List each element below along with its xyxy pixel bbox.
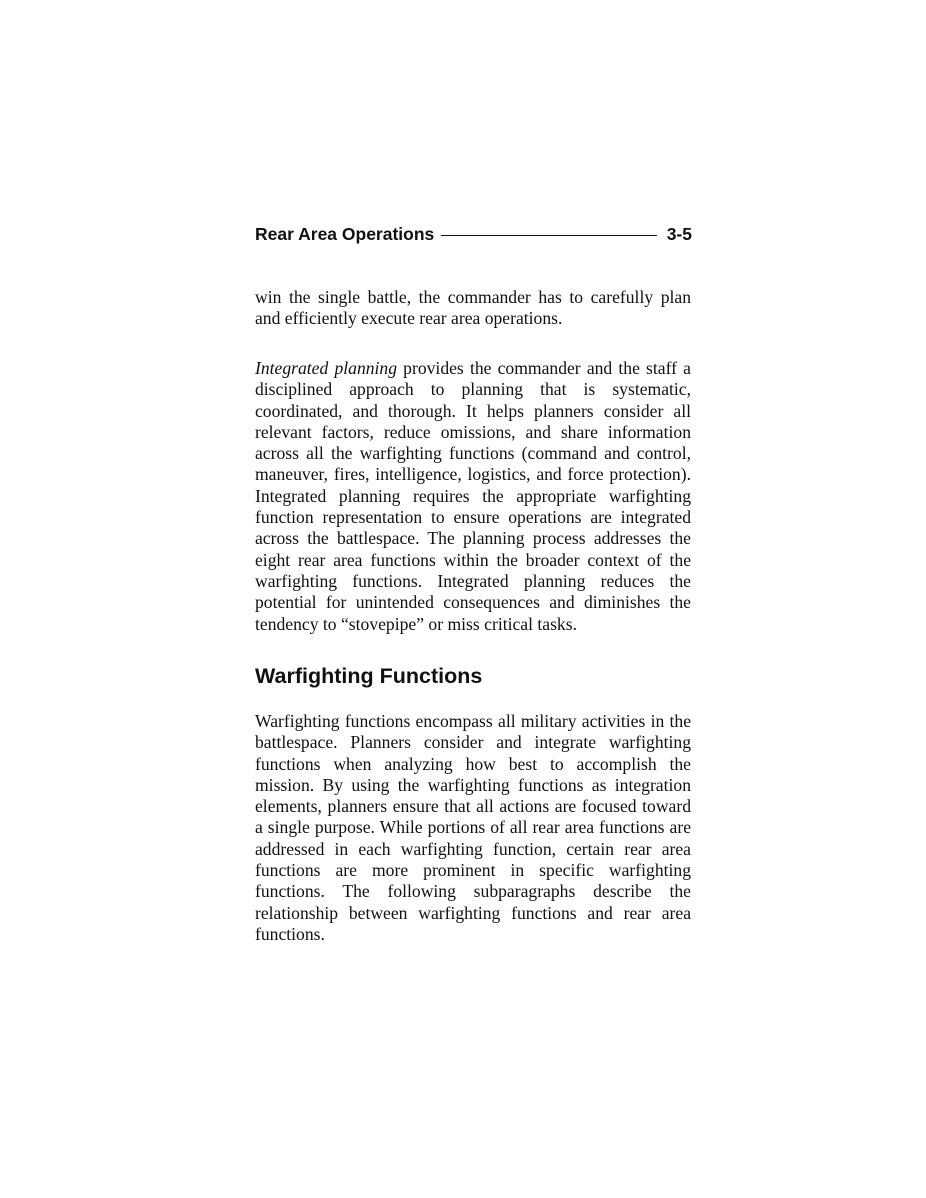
paragraph-continuation: win the single battle, the commander has to carefully plan and efficiently execute rear area operations. — [255, 287, 691, 329]
paragraph-integrated-planning-text: provides the commander and the staff a disciplined approach to planning that is systematic, coordinated, and thorough. It helps planners consider all relevant factors, reduce omissions, and share information across all the warfighting functions (command and control, maneuver, fires, intelligence, logistics, and force protection). Integrated planning requires the appropriate warfighting function representation to ensure operations are integrated across the battlespace. The planning process addresses the eight rear area functions within the broader context of the warfighting functions. Integrated planning reduces the potential for unintended consequences and diminishes the tendency to “stovepipe” or miss critical tasks. — [255, 358, 691, 634]
term-integrated-planning: Integrated planning — [255, 358, 398, 378]
running-header-title: Rear Area Operations — [255, 223, 435, 244]
header-rule — [441, 235, 656, 236]
page-number: 3-5 — [666, 223, 692, 244]
running-header — [255, 222, 692, 246]
paragraph-integrated-planning — [255, 358, 691, 635]
paragraph-warfighting-functions: Warfighting functions encompass all military activities in the battlespace. Planners consider and integrate warfighting functions when analyzing how best to accomplish the mission. By using the warfighting functions as integration elements, planners ensure that all actions are focused toward a single purpose. While portions of all rear area functions are addressed in each warfighting function, certain rear area functions are more prominent in specific warfighting functions. The following subparagraphs describe the relationship between warfighting functions and rear area functions. — [255, 711, 691, 944]
section-heading: Warfighting Functions — [255, 664, 483, 688]
